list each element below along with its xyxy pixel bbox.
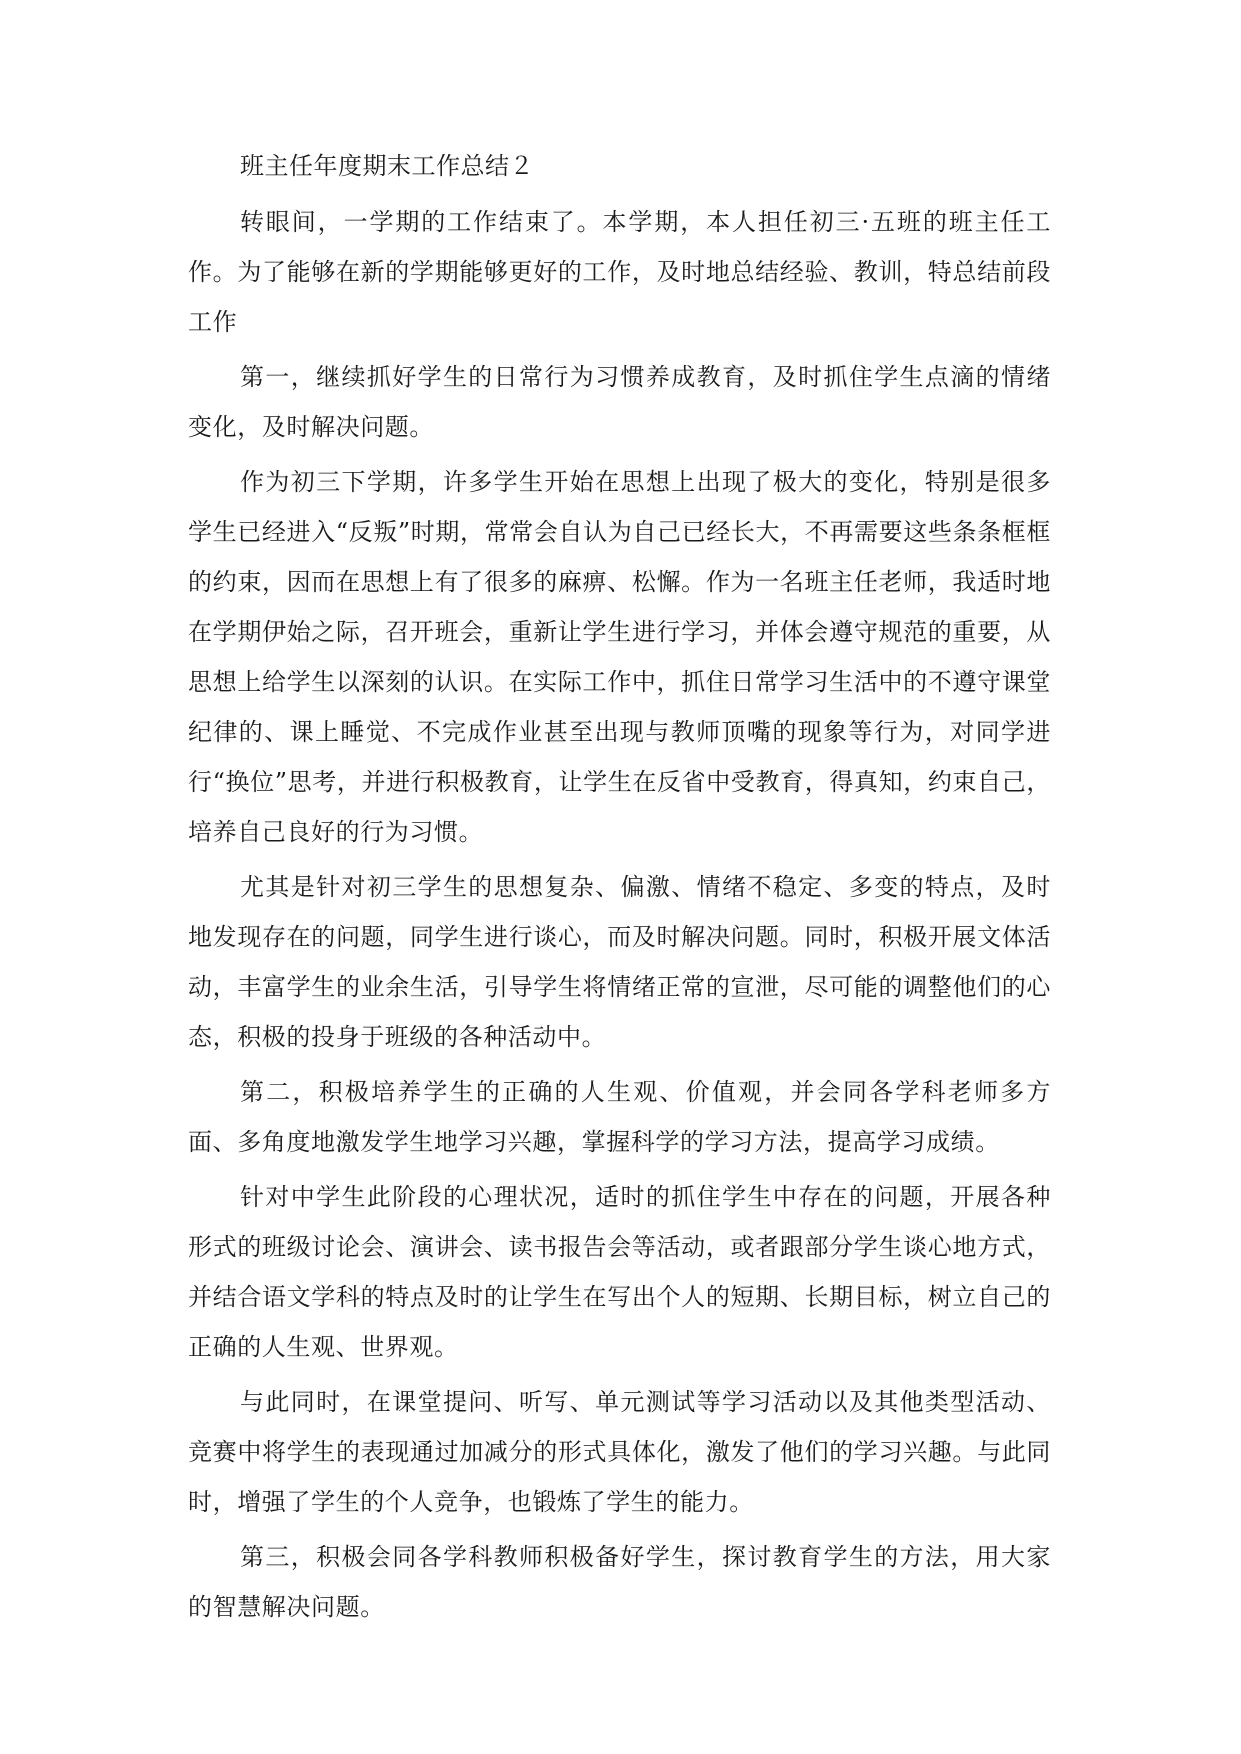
paragraph-point-one-activities: 尤其是针对初三学生的思想复杂、偏激、情绪不稳定、多变的特点，及时地发现存在的问题，同学生进行谈心，而及时解决问题。同时，积极开展文体活动，丰富学生的业余生活，引导学生将情绪正常的宣泄，尽可能的调整他们的心态，积极的投身于班级的各种活动中。: [188, 873, 1051, 1051]
document-title: 班主任年度期末工作总结２: [240, 152, 534, 180]
paragraph-point-two-competition: 与此同时，在课堂提问、听写、单元测试等学习活动以及其他类型活动、竞赛中将学生的表现通过加减分的形式具体化，激发了他们的学习兴趣。与此同时，增强了学生的个人竞争，也锻炼了学生的能力。: [188, 1388, 1051, 1516]
paragraph-point-two: 第二，积极培养学生的正确的人生观、价值观，并会同各学科老师多方面、多角度地激发学生地学习兴趣，掌握科学的学习方法，提高学习成绩。: [188, 1078, 1051, 1156]
paragraph-point-one-detail: 作为初三下学期，许多学生开始在思想上出现了极大的变化，特别是很多学生已经进入“反叛”时期，常常会自认为自己已经长大，不再需要这些条条框框的约束，因而在思想上有了很多的麻痹、松懈。作为一名班主任老师，我适时地在学期伊始之际，召开班会，重新让学生进行学习，并体会遵守规范的重要，从思想上给学生以深刻的认识。在实际工作中，抓住日常学习生活中的不遵守课堂纪律的、课上睡觉、不完成作业甚至出现与教师顶嘴的现象等行为，对同学进行“换位”思考，并进行积极教育，让学生在反省中受教育，得真知，约束自己，培养自己良好的行为习惯。: [188, 468, 1051, 846]
paragraph-point-three: 第三，积极会同各学科教师积极备好学生，探讨教育学生的方法，用大家的智慧解决问题。: [188, 1543, 1051, 1621]
paragraph-point-two-detail: 针对中学生此阶段的心理状况，适时的抓住学生中存在的问题，开展各种形式的班级讨论会、演讲会、读书报告会等活动，或者跟部分学生谈心地方式，并结合语文学科的特点及时的让学生在写出个人的短期、长期目标，树立自己的正确的人生观、世界观。: [188, 1183, 1051, 1361]
paragraph-point-one: 第一，继续抓好学生的日常行为习惯养成教育，及时抓住学生点滴的情绪变化，及时解决问题。: [188, 363, 1051, 441]
paragraph-intro: 转眼间，一学期的工作结束了。本学期，本人担任初三·五班的班主任工作。为了能够在新的学期能够更好的工作，及时地总结经验、教训，特总结前段工作: [188, 208, 1051, 336]
